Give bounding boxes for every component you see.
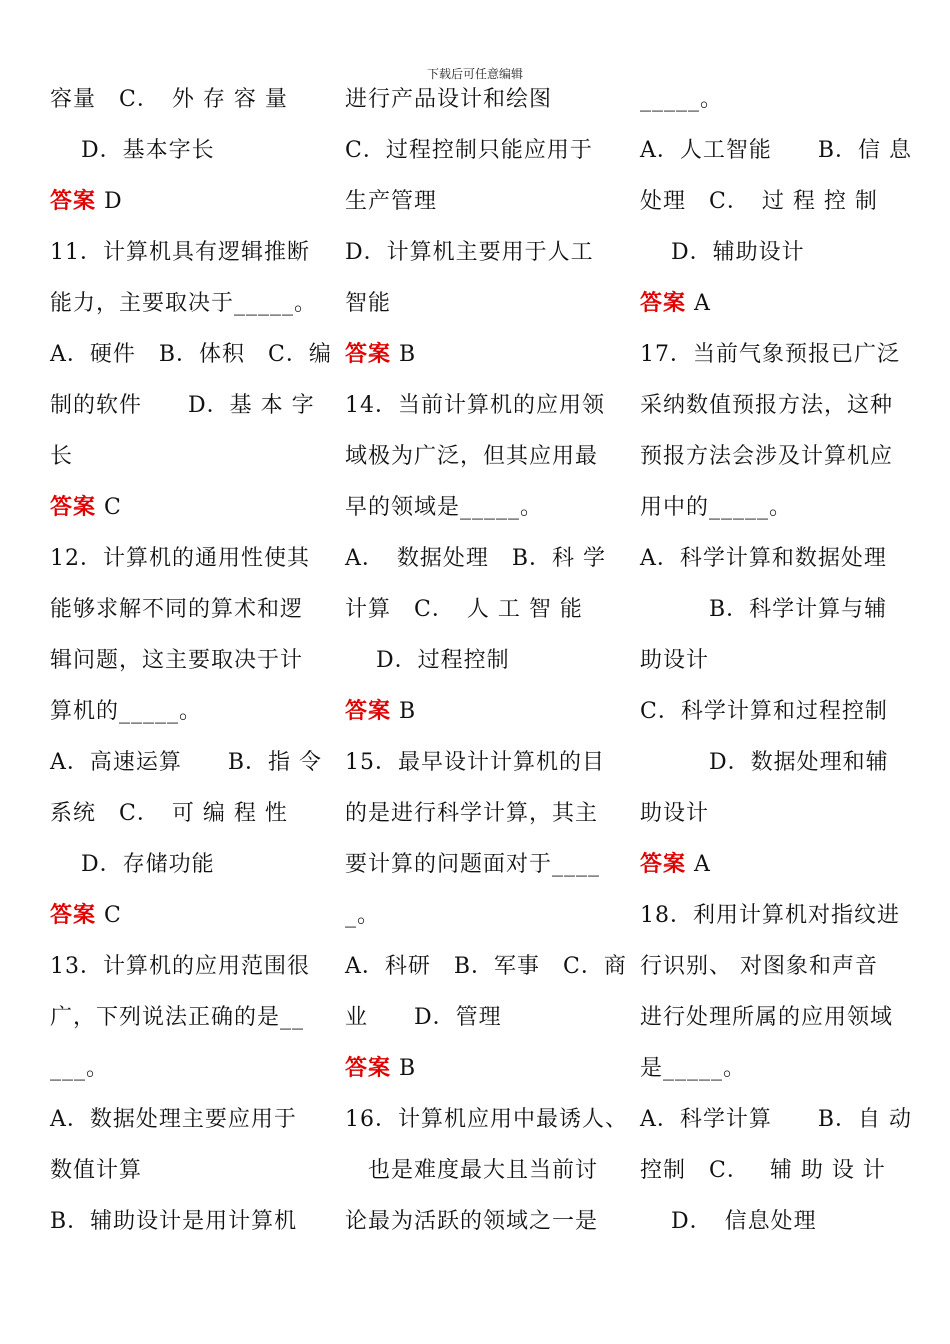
text-line: 容量 C． 外 存 容 量 bbox=[50, 87, 288, 112]
text-line: 能力，主要取决于_____。 bbox=[50, 291, 318, 316]
text-line: 控制 C． 辅 助 设 计 bbox=[640, 1158, 886, 1183]
text-line: 能够求解不同的算术和逻 bbox=[50, 597, 304, 622]
text-line: 算机的_____。 bbox=[50, 699, 203, 724]
answer-label: 答案 bbox=[345, 1056, 392, 1081]
text-line: D．过程控制 bbox=[345, 648, 510, 673]
answer-line bbox=[50, 896, 312, 947]
answer-label: 答案 bbox=[345, 342, 392, 367]
text-line: 助设计 bbox=[640, 801, 710, 826]
text-line: 进行产品设计和绘图 bbox=[345, 87, 553, 112]
text-line: 辑问题，这主要取决于计 bbox=[50, 648, 304, 673]
answer-value: B bbox=[399, 342, 417, 367]
text-line: C．过程控制只能应用于 bbox=[345, 138, 593, 163]
answer-label: 答案 bbox=[345, 699, 392, 724]
answer-line bbox=[345, 1049, 607, 1100]
text-line: A．高速运算 B．指 令 bbox=[50, 750, 323, 775]
text-line: D．基本字长 bbox=[50, 138, 215, 163]
text-line: 行识别、 对图象和声音 bbox=[640, 954, 878, 979]
answer-value: A bbox=[694, 852, 711, 877]
text-line: 长 bbox=[50, 444, 74, 469]
text-line: 18．利用计算机对指纹进 bbox=[640, 903, 900, 928]
text-line: 智能 bbox=[345, 291, 392, 316]
text-line: 进行处理所属的应用领域 bbox=[640, 1005, 894, 1030]
text-line: 早的领域是_____。 bbox=[345, 495, 544, 520]
answer-line bbox=[640, 284, 902, 335]
text-line: 要计算的问题面对于____ bbox=[345, 852, 601, 877]
text-line: 处理 C． 过 程 控 制 bbox=[640, 189, 878, 214]
text-line: A．数据处理主要应用于 bbox=[50, 1107, 297, 1132]
text-line: 17．当前气象预报已广泛 bbox=[640, 342, 900, 367]
answer-value: C bbox=[104, 495, 122, 520]
text-line: 16．计算机应用中最诱人、 bbox=[345, 1107, 628, 1132]
answer-value: B bbox=[399, 1056, 417, 1081]
text-line: D． 信息处理 bbox=[640, 1209, 817, 1234]
text-line: A．科学计算和数据处理 bbox=[640, 546, 887, 571]
column-3 bbox=[640, 80, 913, 1253]
text-line: _____。 bbox=[640, 87, 724, 112]
text-line: 的是进行科学计算，其主 bbox=[345, 801, 599, 826]
text-line: B．科学计算与辅 bbox=[640, 597, 888, 622]
text-line: 是_____。 bbox=[640, 1056, 747, 1081]
text-line: 助设计 bbox=[640, 648, 710, 673]
text-line: 数值计算 bbox=[50, 1158, 143, 1183]
answer-label: 答案 bbox=[50, 189, 97, 214]
text-line: 生产管理 bbox=[345, 189, 438, 214]
answer-value: B bbox=[399, 699, 417, 724]
text-line: _。 bbox=[345, 903, 381, 928]
answer-label: 答案 bbox=[50, 903, 97, 928]
text-line: 计算 C． 人 工 智 能 bbox=[345, 597, 583, 622]
text-line: A．硬件 B．体积 C．编 bbox=[50, 342, 332, 367]
text-line: 论最为活跃的领域之一是 bbox=[345, 1209, 599, 1234]
text-line: A． 数据处理 B．科 学 bbox=[345, 546, 607, 571]
text-line: C．科学计算和过程控制 bbox=[640, 699, 888, 724]
text-line: 广，下列说法正确的是__ bbox=[50, 1005, 305, 1030]
text-line: 14．当前计算机的应用领 bbox=[345, 393, 605, 418]
text-line: 12．计算机的通用性使其 bbox=[50, 546, 310, 571]
text-line: 15．最早设计计算机的目 bbox=[345, 750, 605, 775]
text-line: A．科研 B．军事 C．商 bbox=[345, 954, 627, 979]
answer-label: 答案 bbox=[640, 291, 687, 316]
answer-label: 答案 bbox=[50, 495, 97, 520]
text-line: 业 D．管理 bbox=[345, 1005, 502, 1030]
answer-line bbox=[345, 335, 607, 386]
answer-value: A bbox=[694, 291, 711, 316]
answer-value: C bbox=[104, 903, 122, 928]
text-line: 用中的_____。 bbox=[640, 495, 793, 520]
text-line: D．辅助设计 bbox=[640, 240, 805, 265]
text-line: D．存储功能 bbox=[50, 852, 215, 877]
page-header: 下载后可任意编辑 bbox=[426, 67, 523, 81]
text-line: B．辅助设计是用计算机 bbox=[50, 1209, 298, 1234]
text-line: 11．计算机具有逻辑推断 bbox=[50, 240, 310, 265]
text-line: 系统 C． 可 编 程 性 bbox=[50, 801, 288, 826]
answer-line bbox=[345, 692, 607, 743]
text-line: D．数据处理和辅 bbox=[640, 750, 889, 775]
answer-line bbox=[640, 845, 902, 896]
text-line: 预报方法会涉及计算机应 bbox=[640, 444, 894, 469]
answer-value: D bbox=[104, 189, 123, 214]
text-line: A．科学计算 B．自 动 bbox=[640, 1107, 913, 1132]
text-line: 也是难度最大且当前讨 bbox=[345, 1158, 599, 1183]
text-line: 13．计算机的应用范围很 bbox=[50, 954, 310, 979]
text-line: ___。 bbox=[50, 1056, 110, 1081]
column-2 bbox=[345, 80, 628, 1253]
answer-line bbox=[50, 488, 312, 539]
text-line: A．人工智能 B．信 息 bbox=[640, 138, 913, 163]
text-line: 域极为广泛，但其应用最 bbox=[345, 444, 599, 469]
column-1 bbox=[50, 80, 332, 1253]
answer-line bbox=[50, 182, 312, 233]
text-line: 采纳数值预报方法，这种 bbox=[640, 393, 894, 418]
text-line: D．计算机主要用于人工 bbox=[345, 240, 594, 265]
text-line: 制的软件 D．基 本 字 bbox=[50, 393, 315, 418]
answer-label: 答案 bbox=[640, 852, 687, 877]
